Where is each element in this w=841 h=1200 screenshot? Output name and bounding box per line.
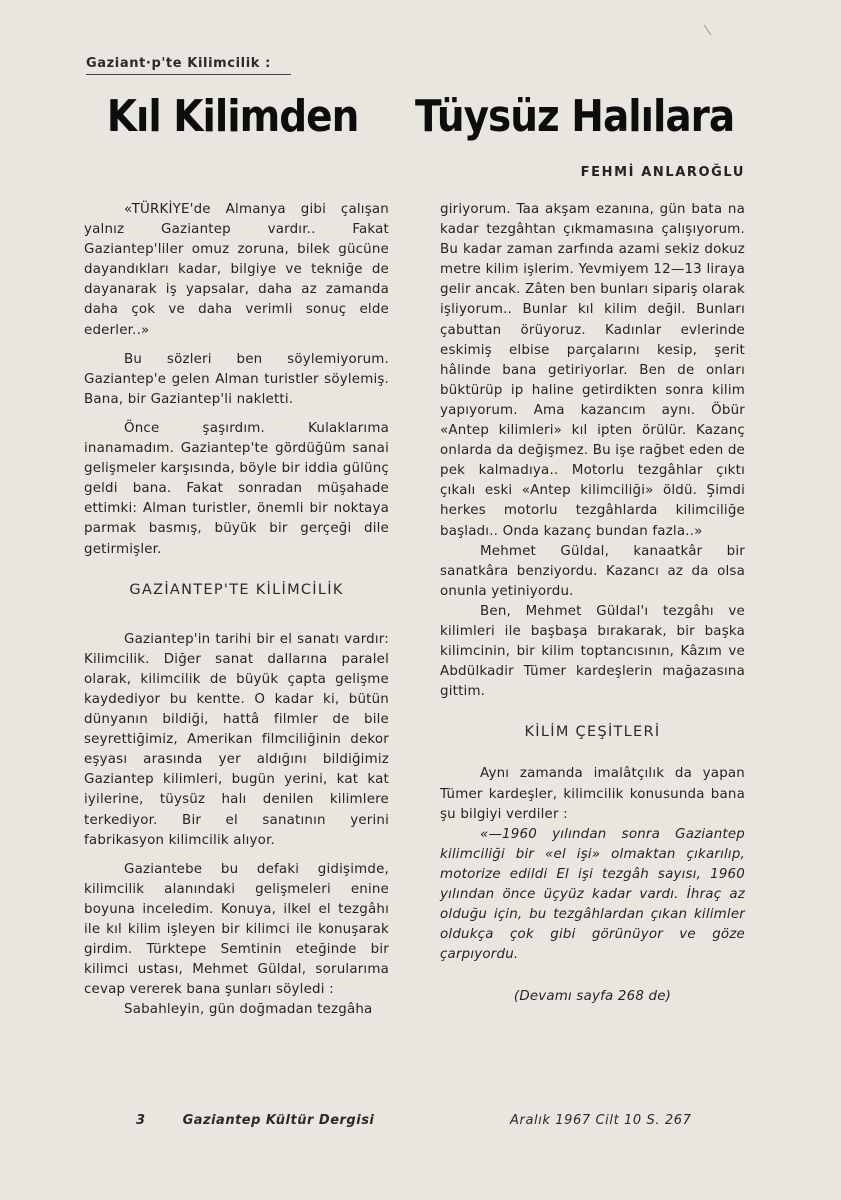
right-column (440, 200, 745, 1007)
paragraph: «TÜRKİYE'de Almanya gibi çalışan yalnız Gaziantep vardır.. Fakat Gaziantep'liler omuz zoruna, bilek gücüne dayandıkları kadar, bilgiye ve tekniğe de dayanarak iş yapsalar, daha az zamanda daha çok ve daha verimli sonuç elde ederler..» (84, 202, 389, 338)
page-number: 3 (136, 1113, 146, 1128)
paragraph: Gaziantebe bu defaki gidişimde, kilimcilik alanındaki gelişmeleri enine boyuna inceledim. Konuya, ilkel el tezgâhı ile kıl kilim işleyen bir kilimci ile konuşarak girdim. Türktepe Semtinin eteğinde bir kilimci ustası, Mehmet Güldal, sorularıma cevap vererek bana şunları söyledi : (84, 861, 389, 998)
series-title: Gaziant·p'te Kilimcilik : (86, 56, 291, 75)
paragraph: Bu sözleri ben söylemiyorum. Gaziantep'e gelen Alman turistler söylemiş. Bana, bir Gaziantep'li nakletti. (84, 351, 389, 407)
headline (0, 92, 841, 142)
headline-part-1: Kıl Kilimden (106, 92, 359, 143)
scan-mark (704, 25, 712, 35)
headline-part-2: Tüysüz Halılara (414, 92, 735, 143)
paragraph: Mehmet Güldal, kanaatkâr bir sanatkâra benziyordu. Kazancı az da olsa onunla yetiniyordu. (440, 543, 745, 599)
continued-note: (Devamı sayfa 268 de) (513, 989, 672, 1005)
paragraph: Önce şaşırdım. Kulaklarıma inanamadım. Gaziantep'te gördüğüm sanai gelişmeler karşısında, böyle bir iddia gülünç geldi bana. Fakat sonradan müşahade ettimki: Alman turistler, önemli bir noktaya parmak basmış, büyük bir gerçeği dile getirmişler. (84, 420, 389, 557)
journal-name: Gaziantep Kültür Dergisi (182, 1113, 375, 1128)
author-byline: FEHMİ ANLAROĞLU (580, 165, 745, 180)
paragraph: Aynı zamanda imalâtçılık da yapan Tümer kardeşler, kilimcilik konusunda bana şu bilgiyi verdiler : (440, 766, 745, 822)
section-heading: GAZİANTEP'TE KİLİMCİLİK (129, 581, 344, 598)
footer-left (136, 1113, 374, 1128)
paragraph: giriyorum. Taa akşam ezanına, gün bata na kadar tezgâhtan çıkmamasına çalışıyorum. Bu kadar zaman zarfında azami sekiz dokuz metre kilim işlerim. Yevmiyem 12—13 liraya gelir ancak. Zâten ben bunları sipariş olarak işliyorum.. Bunlar kıl kilim değil. Bunları çabuttan örüyoruz. Kadınlar evlerinde eskimiş elbise parçalarını kesip, şerit hâlinde bana getiriyorlar. Ben de onları büktürüp ip haline getirdikten sonra kilim yapıyorum. Ama kazancım aynı. Öbür «Antep kilimleri» kıl ipten örülür. Kazanç onlarda da değişmez. Bu işe rağbet eden de pek kalmadıya.. Motorlu tezgâhlar çıktı çıkalı eski «Antep kilimciliği» öldü. Şimdi herkes motorlu tezgâhlarda kilimciliğe başladı.. Onda kazanç bundan fazla..» (440, 202, 745, 539)
paragraph: Ben, Mehmet Güldal'ı tezgâhı ve kilimleri ile başbaşa bırakarak, bir başka kilimcinin, bir kilim toptancısının, Kâzım ve Abdülkadir Tümer kardeşlerin mağazasına gittim. (440, 603, 745, 700)
issue-info: Aralık 1967 Cilt 10 S. 267 (510, 1113, 692, 1128)
paragraph: Gaziantep'in tarihi bir el sanatı vardır: Kilimcilik. Diğer sanat dallarına paralel olarak, kilimcilik de büyük çapta gelişme kaydediyor bu kentte. O kadar ki, bütün dünyanın bildiği, hattâ filmler de bile seyrettiğimiz, Amerikan filmciliğinin dekor eşyası arasında yer aldığını bildiğimiz Gaziantep kilimleri, bugün yerini, kat kat iyilerine, tüysüz halı denilen kilimlere terkediyor. Bir el sanatının yerini fabrikasyon kilimcilik alıyor. (84, 631, 389, 848)
section-heading: KİLİM ÇEŞİTLERİ (524, 724, 661, 741)
paragraph: Sabahleyin, gün doğmadan tezgâha (124, 1002, 373, 1018)
quote-paragraph: «—1960 yılından sonra Gaziantep kilimciliği bir «el işi» olmaktan çıkarılıp, motorize edildi El işi tezgâh sayısı, 1960 yılından önce üçyüz kadar vardı. İhraç az olduğu için, bu tezgâhlardan çıkan kilimler oldukça çok gibi görünüyor ve göze çarpıyordu. (440, 826, 745, 963)
left-column (84, 200, 389, 1020)
